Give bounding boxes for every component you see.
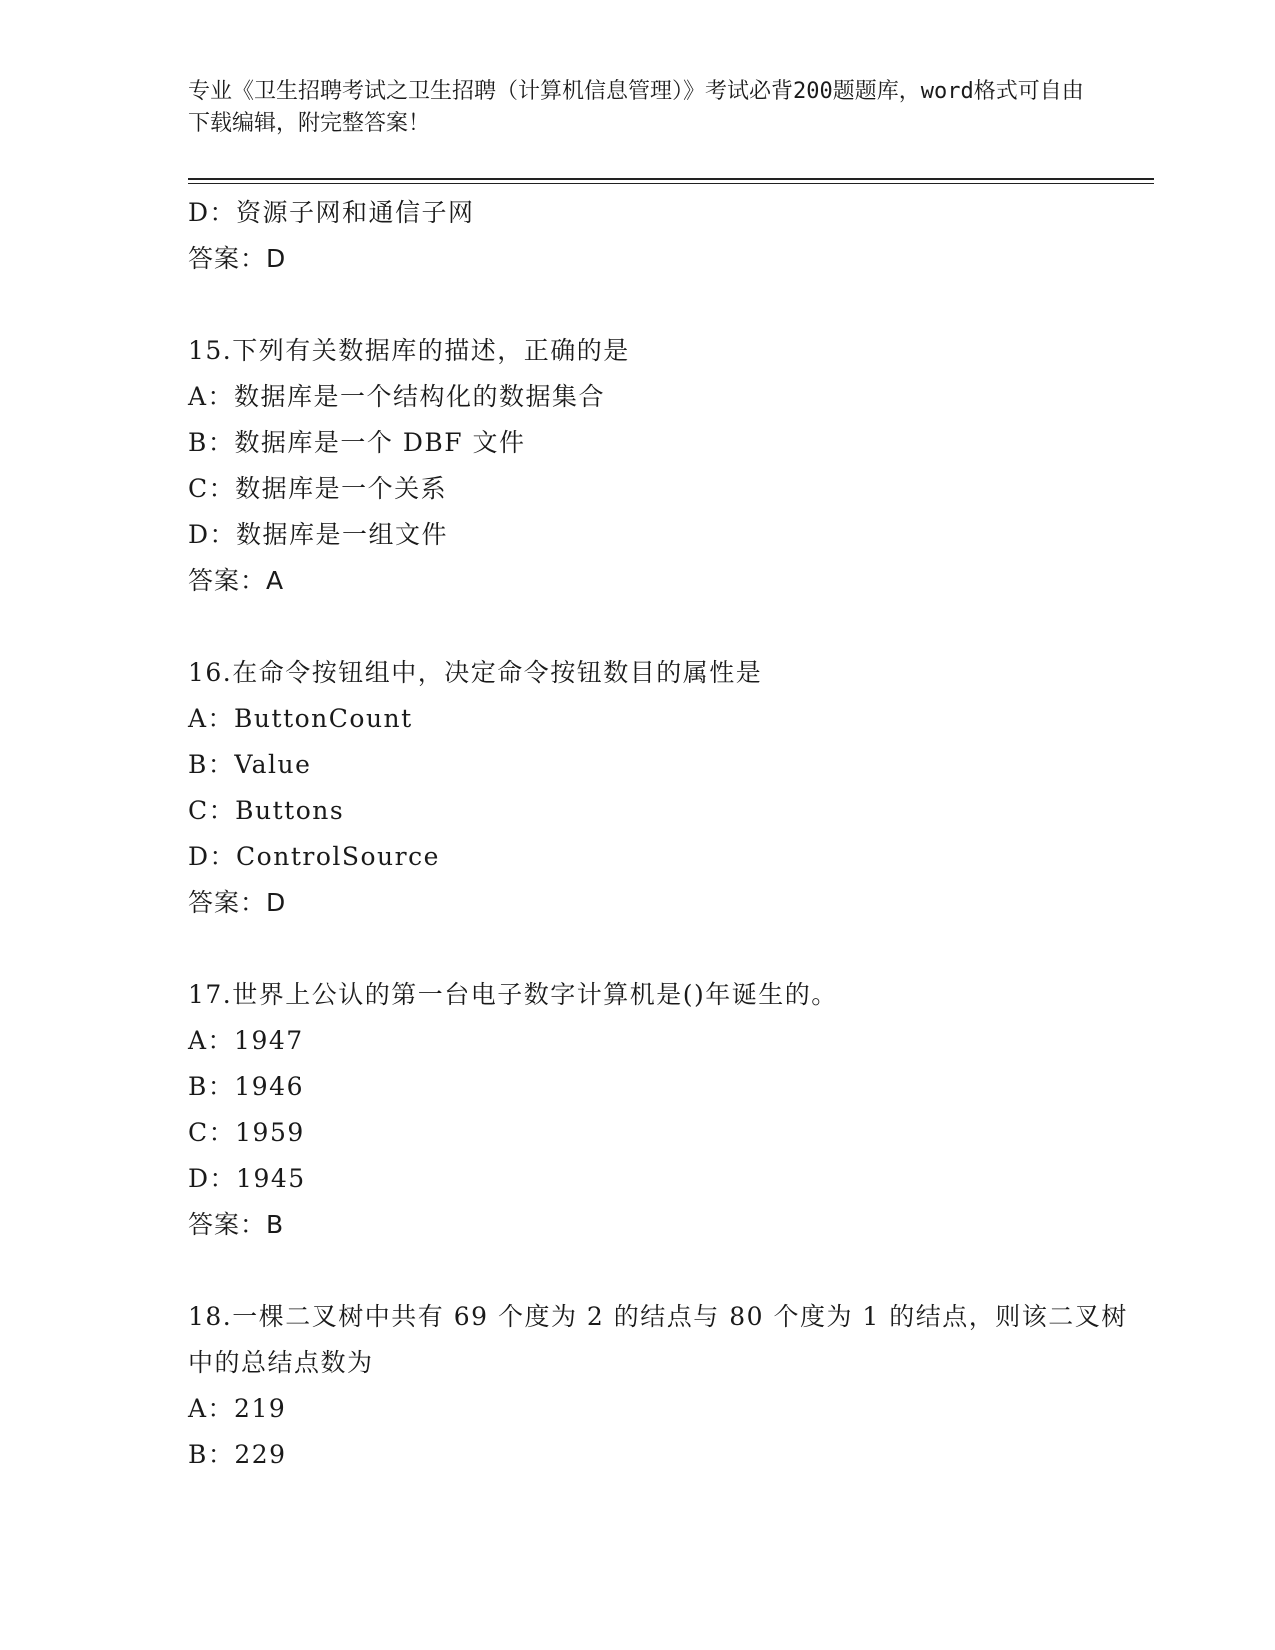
answer-line: 答案：D	[188, 244, 287, 273]
question-block	[188, 1294, 1148, 1478]
answer-line: 答案：A	[188, 566, 285, 595]
question-block	[188, 650, 1148, 926]
option-d: D：数据库是一组文件	[188, 520, 449, 549]
header-rule-thick	[188, 178, 1154, 180]
document-content	[188, 190, 1148, 1478]
option-c: C：数据库是一个关系	[188, 474, 448, 503]
spacer	[188, 604, 1148, 650]
question-title: 15.下列有关数据库的描述，正确的是	[188, 336, 630, 365]
option-b: B：229	[188, 1440, 287, 1469]
option-b: B：数据库是一个 DBF 文件	[188, 428, 526, 457]
spacer	[188, 282, 1148, 328]
spacer	[188, 926, 1148, 972]
question-block	[188, 972, 1148, 1248]
option-a: A：ButtonCount	[188, 704, 413, 733]
question-block	[188, 328, 1148, 604]
spacer	[188, 1248, 1148, 1294]
option-a: A：1947	[188, 1026, 304, 1055]
option-d: D：1945	[188, 1164, 306, 1193]
option-d: D：资源子网和通信子网	[188, 198, 475, 227]
option-c: C：1959	[188, 1118, 305, 1147]
answer-line: 答案：D	[188, 888, 287, 917]
question-title: 17.世界上公认的第一台电子数字计算机是()年诞生的。	[188, 980, 838, 1009]
option-a: A：数据库是一个结构化的数据集合	[188, 382, 606, 411]
option-b: B：Value	[188, 750, 312, 779]
option-b: B：1946	[188, 1072, 304, 1101]
question-title: 18.一棵二叉树中共有 69 个度为 2 的结点与 80 个度为 1 的结点，则该二叉树中的总结点数为	[188, 1302, 1128, 1377]
page-header: 专业《卫生招聘考试之卫生招聘（计算机信息管理）》考试必背200题题库，word格式可自由下载编辑，附完整答案！	[188, 79, 1084, 136]
answer-line: 答案：B	[188, 1210, 285, 1239]
header-rule-thin	[188, 183, 1154, 184]
question-title: 16.在命令按钮组中，决定命令按钮数目的属性是	[188, 658, 763, 687]
option-c: C：Buttons	[188, 796, 345, 825]
option-a: A：219	[188, 1394, 287, 1423]
option-d: D：ControlSource	[188, 842, 440, 871]
